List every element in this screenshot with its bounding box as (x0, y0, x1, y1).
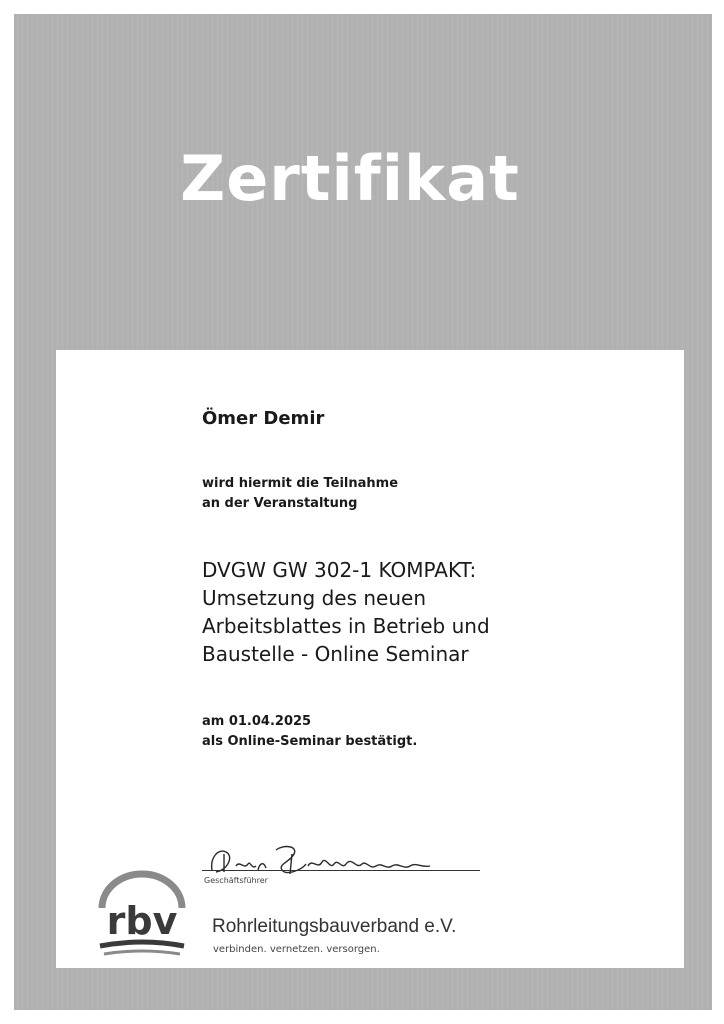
certificate-title: Zertifikat (180, 142, 520, 215)
course-title-line: DVGW GW 302-1 KOMPAKT: (202, 558, 477, 582)
organization-tagline: verbinden. vernetzen. versorgen. (213, 944, 380, 955)
signer-role: Geschäftsführer (204, 876, 268, 885)
logo-text: rbv (106, 899, 178, 943)
course-title-line: Arbeitsblattes in Betrieb und (202, 614, 490, 638)
course-title-line: Baustelle - Online Seminar (202, 642, 469, 666)
rbv-logo-icon (94, 868, 190, 958)
intro-line-1: wird hiermit die Teilnahme (202, 476, 399, 491)
organization-name: Rohrleitungsbauverband e.V. (212, 916, 457, 937)
course-title-line: Umsetzung des neuen (202, 586, 427, 610)
signature-icon (206, 840, 436, 880)
course-title (202, 556, 490, 668)
event-date: am 01.04.2025 (202, 714, 312, 729)
grey-background (14, 14, 712, 1010)
intro-line-2: an der Veranstaltung (202, 496, 358, 511)
certificate-body (56, 350, 684, 968)
signature-line (202, 870, 480, 871)
confirmation-text: als Online-Seminar bestätigt. (202, 734, 418, 749)
recipient-name: Ömer Demir (202, 408, 325, 429)
